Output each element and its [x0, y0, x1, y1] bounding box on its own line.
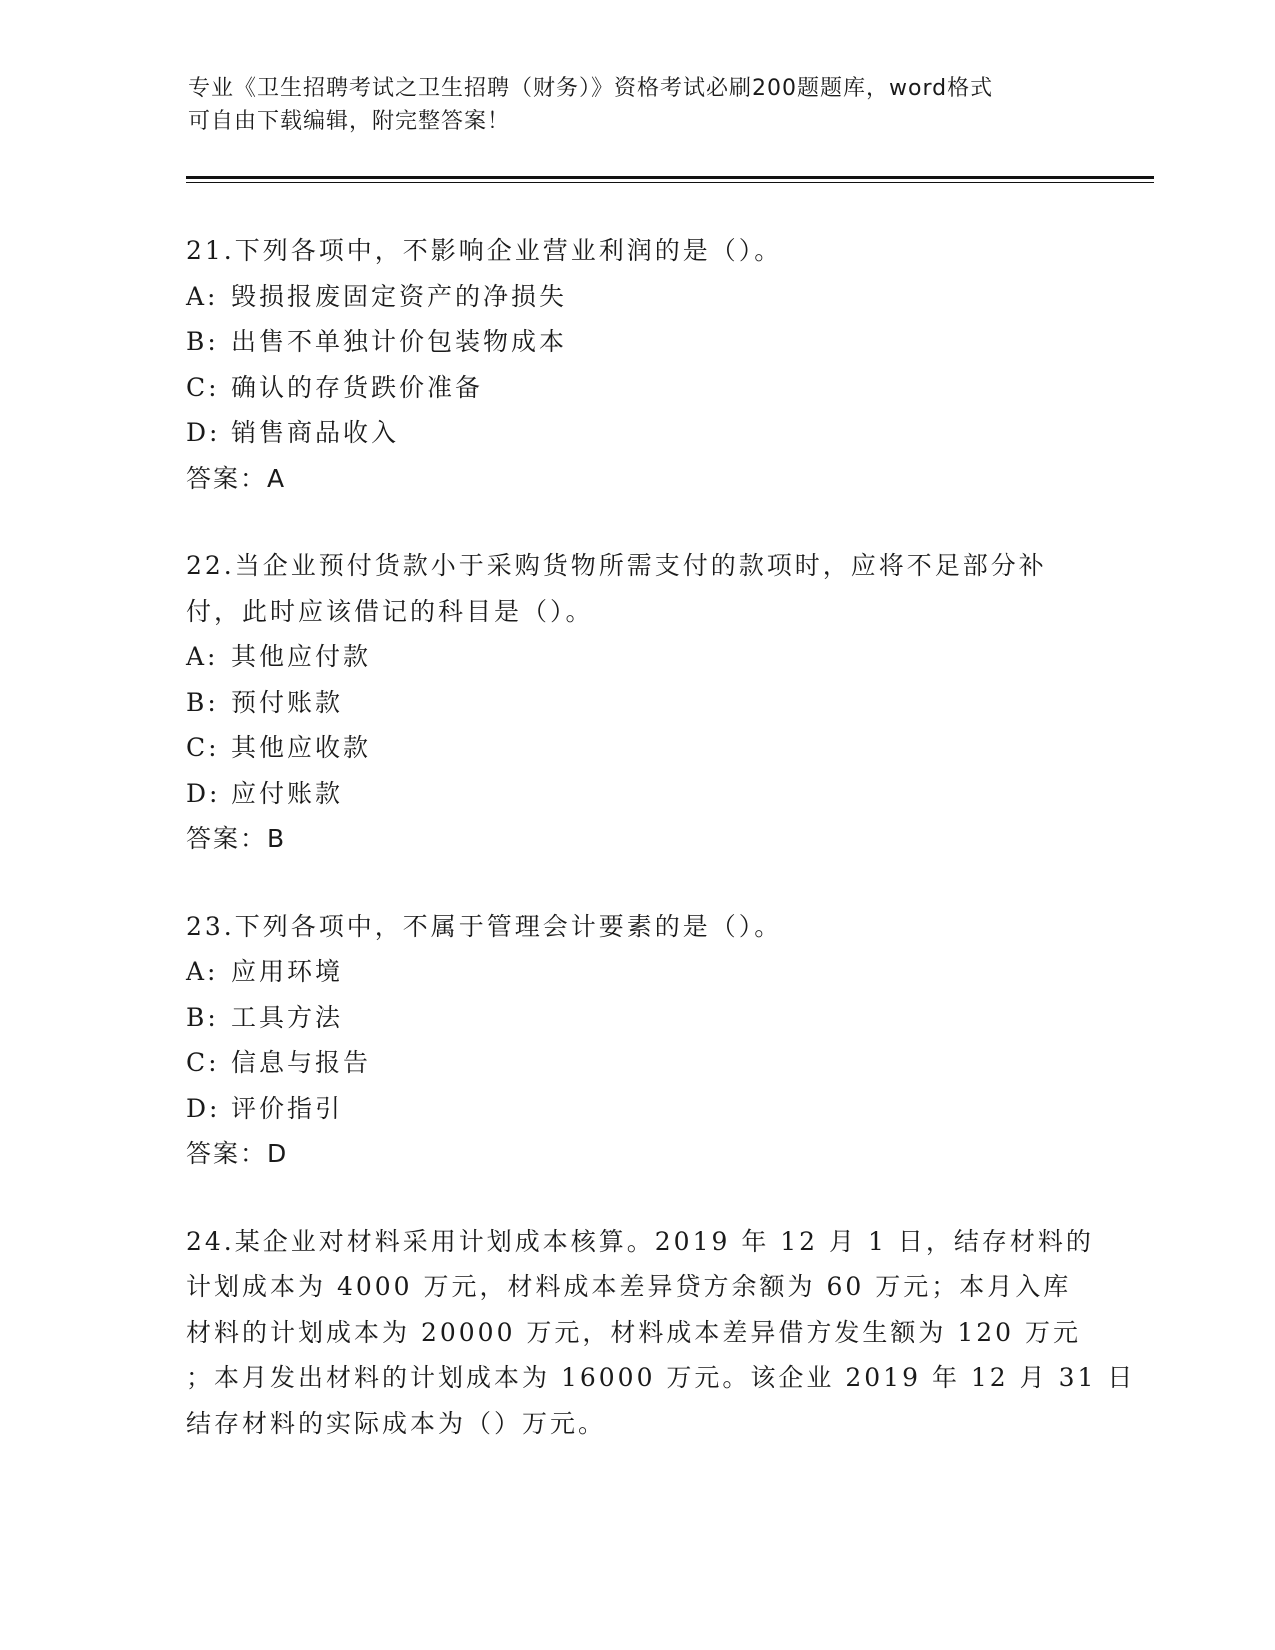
answer-label: 答案：B — [186, 824, 287, 853]
question-stem-line-2: 计划成本为 4000 万元，材料成本差异贷方余额为 60 万元；本月入库 — [186, 1272, 1072, 1301]
option-letter: C: — [186, 1048, 220, 1077]
option-text: 其他应收款 — [231, 733, 372, 762]
option-text: 预付账款 — [231, 687, 344, 717]
option-letter: A: — [186, 281, 219, 311]
question-24 — [186, 1219, 1136, 1447]
option-b — [186, 680, 1076, 726]
option-letter: C: — [186, 733, 220, 762]
question-23 — [186, 904, 1076, 1177]
option-a — [186, 949, 1076, 995]
option-b — [186, 319, 1076, 365]
option-c — [186, 1040, 1076, 1086]
question-stem-line-3: 材料的计划成本为 20000 万元，材料成本差异借方发生额为 120 万元 — [186, 1317, 1082, 1347]
header-rule-thick — [186, 176, 1154, 179]
document-header — [188, 72, 1068, 138]
answer-label: 答案：D — [186, 1139, 289, 1168]
option-letter: D: — [186, 778, 221, 808]
question-list — [186, 228, 1136, 1446]
option-c — [186, 365, 1076, 411]
option-d — [186, 410, 1076, 456]
option-letter: B: — [186, 327, 219, 356]
option-text: 工具方法 — [231, 1002, 344, 1032]
option-letter: D: — [186, 418, 221, 447]
option-text: 评价指引 — [231, 1093, 344, 1123]
option-text: 应付账款 — [231, 778, 344, 808]
option-text: 毁损报废固定资产的净损失 — [231, 281, 568, 311]
option-text: 销售商品收入 — [231, 418, 400, 447]
option-b — [186, 995, 1076, 1041]
question-22 — [186, 543, 1076, 862]
answer-label: 答案：A — [186, 463, 287, 493]
question-21 — [186, 228, 1076, 501]
option-text: 应用环境 — [231, 957, 344, 986]
header-rule-thin — [186, 182, 1154, 183]
question-stem-line-1: 24.某企业对材料采用计划成本核算。2019 年 12 月 1 日，结存材料的 — [186, 1226, 1094, 1256]
header-line-2: 可自由下载编辑，附完整答案！ — [188, 109, 511, 134]
option-text: 出售不单独计价包装物成本 — [231, 327, 568, 356]
option-a — [186, 274, 1076, 320]
option-d — [186, 771, 1076, 817]
option-text: 信息与报告 — [231, 1048, 372, 1077]
option-c — [186, 725, 1076, 771]
option-text: 确认的存货跌价准备 — [231, 372, 484, 402]
option-letter: A: — [186, 957, 219, 986]
question-stem: 21.下列各项中，不影响企业营业利润的是（）。 — [186, 236, 783, 265]
question-stem-line-4: ；本月发出材料的计划成本为 16000 万元。该企业 2019 年 12 月 31 日 — [186, 1363, 1136, 1392]
question-stem: 23.下列各项中，不属于管理会计要素的是（）。 — [186, 911, 783, 941]
option-text: 其他应付款 — [231, 642, 372, 671]
option-letter: A: — [186, 642, 219, 671]
option-d — [186, 1086, 1076, 1132]
option-letter: C: — [186, 372, 220, 402]
header-line-1: 专业《卫生招聘考试之卫生招聘（财务）》资格考试必刷200题题库，word格式 — [188, 76, 994, 101]
option-letter: B: — [186, 687, 219, 717]
question-stem-line-5: 结存材料的实际成本为（）万元。 — [186, 1408, 607, 1438]
option-a — [186, 634, 1076, 680]
question-stem-line-2: 付，此时应该借记的科目是（）。 — [186, 596, 594, 626]
option-letter: D: — [186, 1093, 221, 1123]
question-stem-line-1: 22.当企业预付货款小于采购货物所需支付的款项时，应将不足部分补 — [186, 551, 1047, 580]
option-letter: B: — [186, 1002, 219, 1032]
